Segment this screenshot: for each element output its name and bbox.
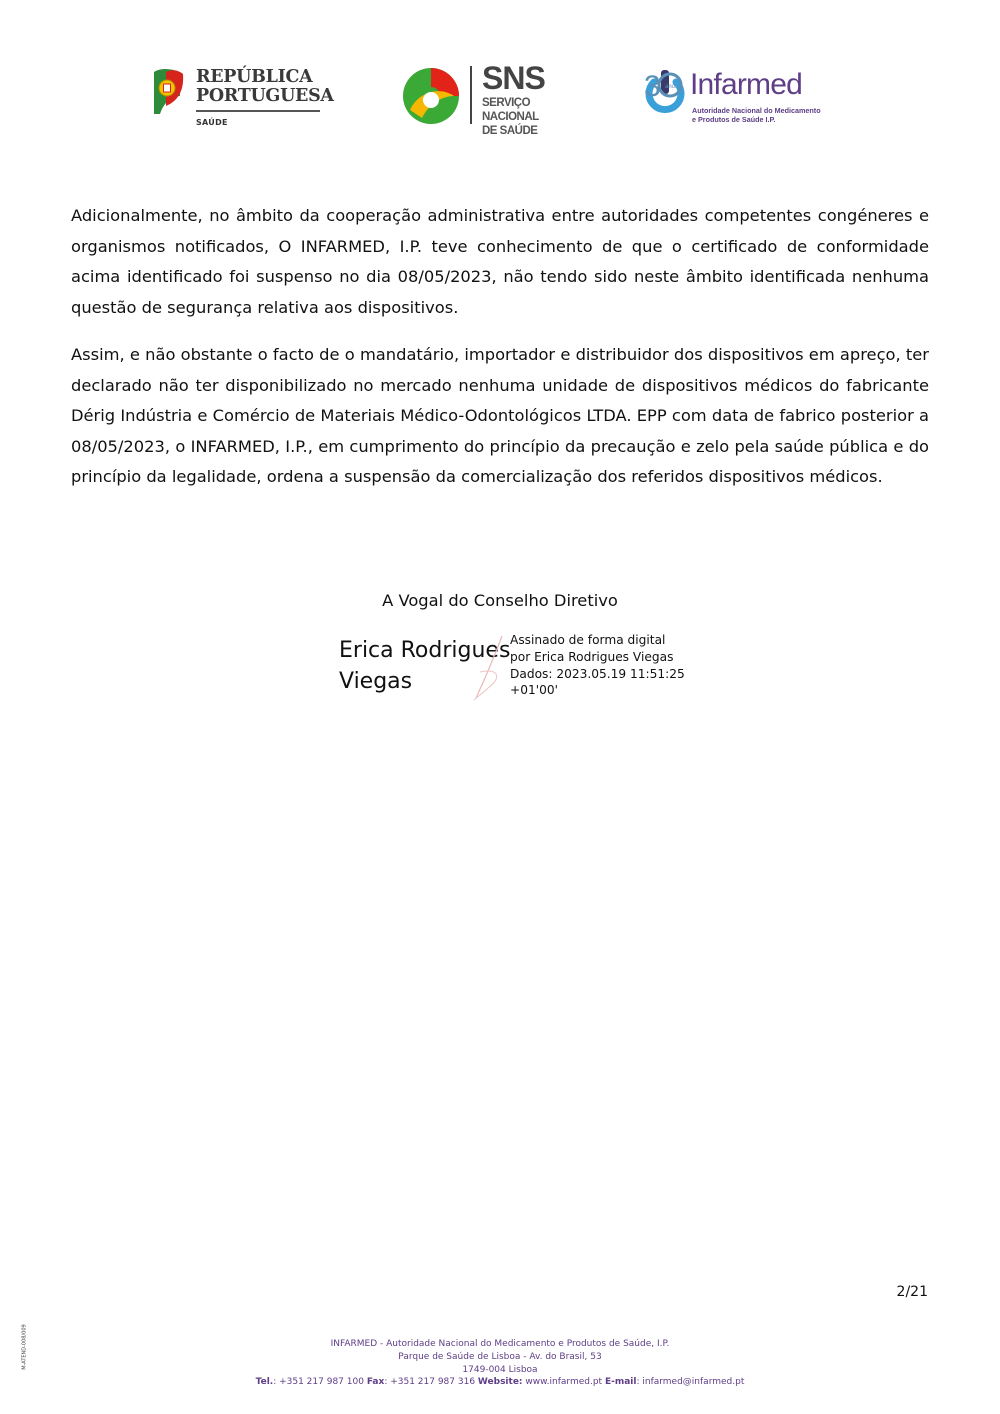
portugal-emblem-icon [150,66,186,116]
sns-title: SNS [482,60,545,96]
page-number: 2/21 [896,1284,928,1300]
signature-info-line1: Assinado de forma digital [510,633,666,647]
signature-name-line1: Erica Rodrigues [339,638,511,663]
signature-info-date: Dados: 2023.05.19 11:51:25 [510,666,685,681]
digital-signature-info [510,632,685,699]
signature-stroke-icon [466,632,516,702]
paragraph-cooperation: Adicionalmente, no âmbito da cooperação administrativa entre autoridades competentes congéneres e organismos notificados, O INFARMED, I.P. teve conhecimento de que o certificado de conformidade acima identificado foi suspenso no dia 08/05/2023, não tendo sido neste âmbito identificada nenhuma questão de segurança relativa aos dispositivos. [71,206,929,317]
logo-divider [470,66,472,124]
logo-divider [196,110,320,112]
footer-email-link[interactable]: : infarmed@infarmed.pt [636,1377,745,1388]
servico-nacional-text: SERVIÇO NACIONAL [482,97,539,123]
signature-name-line2: Viegas [339,669,413,694]
footer-org: INFARMED - Autoridade Nacional do Medicamento e Produtos de Saúde, I.P. [330,1339,670,1349]
portuguesa-text: PORTUGUESA [196,86,334,106]
footer-tel-label: Tel. [255,1377,274,1388]
republica-text: REPÚBLICA [196,67,313,87]
sns-emblem-icon [400,66,462,126]
footer-fax: : +351 217 987 316 [384,1377,476,1388]
30-anos-icon [644,68,684,102]
footer-contacts [0,1376,1000,1389]
de-saude-text: DE SAÚDE [482,125,538,137]
footer-tel: : +351 217 987 100 [273,1377,364,1388]
saude-text: SAÚDE [196,118,228,127]
infarmed-logo [644,66,859,130]
footer-postal: 1749-004 Lisboa [462,1364,538,1375]
signer-role: A Vogal do Conselho Diretivo [382,591,618,610]
infarmed-subtitle-1: Autoridade Nacional do Medicamento [692,106,821,115]
footer-email-label: E-mail [604,1377,637,1388]
signature-info-timezone: +01'00' [510,683,558,698]
signature-info-line2: por Erica Rodrigues Viegas [510,649,674,664]
footer-fax-label: Fax [366,1377,385,1388]
footer [0,1338,1000,1389]
form-code-text: M-ATEND-008/009 [21,1324,28,1370]
footer-web-label: Website: [477,1377,523,1388]
infarmed-subtitle-2: e Produtos de Saúde I.P. [692,115,776,124]
sns-logo [400,60,585,137]
anos-text: anos [665,84,679,90]
republica-portuguesa-logo [150,64,334,132]
svg-text:3: 3 [644,70,661,102]
infarmed-title: Infarmed [690,68,802,101]
footer-website-link[interactable]: www.infarmed.pt [525,1377,603,1388]
paragraph-suspension-order: Assim, e não obstante o facto de o mandatário, importador e distribuidor dos dispositivos em apreço, ter declarado não ter disponibilizado no mercado nenhuma unidade de dispositivos médicos do fabricante Dérig Indústria e Comércio de Materiais Médico-Odontológicos LTDA. EPP com data de fabrico posterior a 08/05/2023, o INFARMED, I.P., em cumprimento do princípio da precaução e zelo pela saúde pública e do princípio da legalidade, ordena a suspensão da comercialização dos referidos dispositivos médicos. [71,345,929,487]
footer-address: Parque de Saúde de Lisboa - Av. do Brasil, 53 [398,1351,602,1362]
